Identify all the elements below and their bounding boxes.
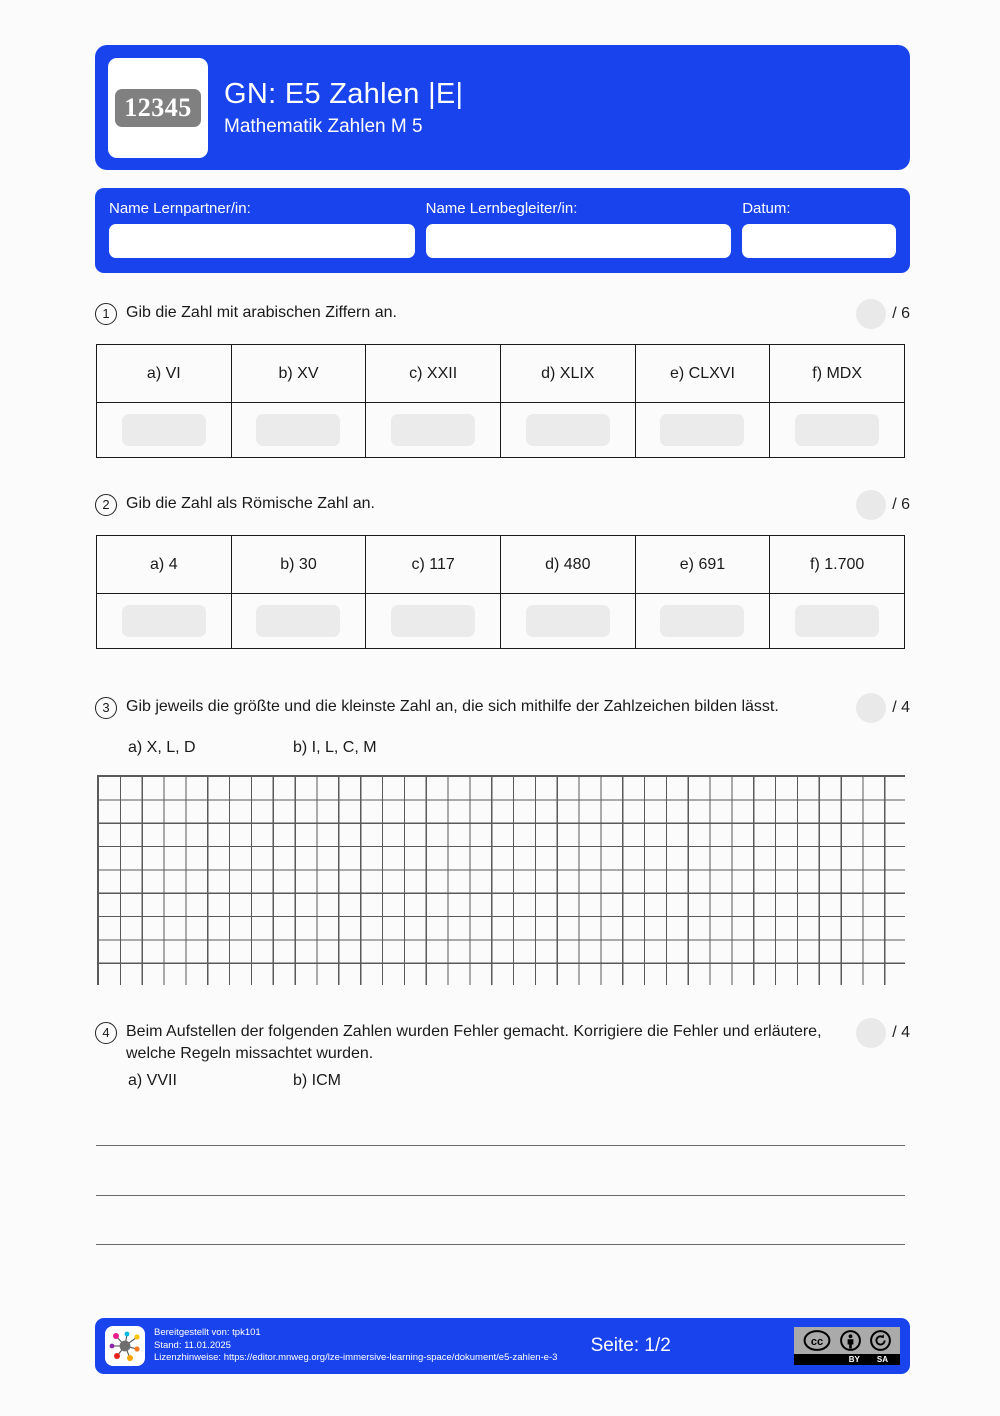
task-2-answer-f[interactable]: [770, 594, 905, 649]
task-3-score: [856, 693, 910, 723]
task-2-score: [856, 490, 910, 520]
table-row: [97, 345, 905, 403]
answer-box[interactable]: [795, 414, 879, 446]
lernpartner-input[interactable]: [109, 224, 415, 258]
number-badge-icon: 12345: [115, 89, 201, 127]
worksheet-header: [95, 45, 910, 170]
name-bar: [95, 188, 910, 273]
network-nodes-icon: [108, 1329, 142, 1363]
task-1-col-f: f) MDX: [770, 345, 905, 403]
footer-license-note[interactable]: Lizenzhinweise: https://editor.mnweg.org/lze-immersive-learning-space/dokument/e5-zahlen-e-3: [154, 1352, 558, 1364]
writing-line[interactable]: [96, 1195, 905, 1196]
task-2-col-e: e) 691: [635, 536, 770, 594]
task-3-score-max: / 4: [892, 699, 910, 716]
task-1-number: 1: [95, 303, 117, 325]
header-icon-box: [108, 58, 208, 158]
answer-box[interactable]: [795, 605, 879, 637]
answer-box[interactable]: [526, 605, 610, 637]
table-row: [97, 403, 905, 458]
answer-box[interactable]: [526, 414, 610, 446]
cc-sa-label: SA: [876, 1355, 888, 1364]
score-circle-icon[interactable]: [856, 693, 886, 723]
answer-box[interactable]: [122, 605, 206, 637]
task-1-header: [95, 302, 910, 329]
answer-box[interactable]: [256, 605, 340, 637]
footer-page-number: Seite: 1/2: [590, 1335, 671, 1356]
task-4-subitem-a: a) VVII: [128, 1072, 177, 1089]
task-1-col-a: a) VI: [97, 345, 232, 403]
task-1-score: [856, 299, 910, 329]
task-4-text: Beim Aufstellen der folgenden Zahlen wurden Fehler gemacht. Korrigiere die Fehler und erläutere, welche Regeln missachtet wurden.: [126, 1023, 822, 1062]
answer-box[interactable]: [660, 605, 744, 637]
task-2-col-d: d) 480: [500, 536, 635, 594]
mnweg-logo-icon: [105, 1326, 145, 1366]
answer-box[interactable]: [391, 414, 475, 446]
task-1-col-e: e) CLXVI: [635, 345, 770, 403]
task-2-header: [95, 493, 910, 520]
task-4-header: [95, 1021, 910, 1064]
task-1-col-c: c) XXII: [366, 345, 501, 403]
task-2-col-b: b) 30: [231, 536, 366, 594]
task-3-text: Gib jeweils die größte und die kleinste Zahl an, die sich mithilfe der Zahlzeichen bilden lässt.: [126, 698, 779, 715]
task-3-number: 3: [95, 697, 117, 719]
cc-icons-row: [794, 1327, 900, 1354]
task-1-col-d: d) XLIX: [500, 345, 635, 403]
task-1-table: [96, 344, 905, 458]
task-2-answer-a[interactable]: [97, 594, 232, 649]
task-1-answer-b[interactable]: [231, 403, 366, 458]
name-field-datum: [742, 200, 896, 258]
task-1-answer-e[interactable]: [635, 403, 770, 458]
answer-box[interactable]: [391, 605, 475, 637]
footer-provider: Bereitgestellt von: tpk101: [154, 1326, 261, 1338]
task-2-col-f: f) 1.700: [770, 536, 905, 594]
task-4-subitems: [128, 1072, 341, 1090]
task-4-score-max: / 4: [892, 1024, 910, 1041]
task-1-text: Gib die Zahl mit arabischen Ziffern an.: [126, 304, 397, 321]
task-2-table: [96, 535, 905, 649]
task-4-score: [856, 1018, 910, 1048]
task-1-col-b: b) XV: [231, 345, 366, 403]
page-title: GN: E5 Zahlen |E|: [224, 77, 464, 110]
page-subtitle: Mathematik Zahlen M 5: [224, 116, 423, 138]
answer-box[interactable]: [660, 414, 744, 446]
task-1-score-max: / 6: [892, 305, 910, 322]
task-1-answer-c[interactable]: [366, 403, 501, 458]
footer-date: Stand: 11.01.2025: [154, 1339, 231, 1351]
task-2-text: Gib die Zahl als Römische Zahl an.: [126, 495, 375, 512]
task-2-col-a: a) 4: [97, 536, 232, 594]
cc-icon: [803, 1330, 831, 1351]
score-circle-icon[interactable]: [856, 1018, 886, 1048]
answer-box[interactable]: [122, 414, 206, 446]
creative-commons-badge: [794, 1327, 900, 1365]
task-2-score-max: / 6: [892, 496, 910, 513]
task-1-answer-f[interactable]: [770, 403, 905, 458]
task-1-answer-a[interactable]: [97, 403, 232, 458]
task-4-number: 4: [95, 1022, 117, 1044]
writing-line[interactable]: [96, 1145, 905, 1146]
lernbegleiter-input[interactable]: [426, 224, 732, 258]
score-circle-icon[interactable]: [856, 490, 886, 520]
lernpartner-label: Name Lernpartner/in:: [109, 200, 251, 217]
task-2-answer-c[interactable]: [366, 594, 501, 649]
task-2-answer-b[interactable]: [231, 594, 366, 649]
task-4-subitem-b: b) ICM: [293, 1072, 341, 1089]
score-circle-icon[interactable]: [856, 299, 886, 329]
cc-labels-row: [794, 1354, 900, 1365]
svg-text:cc: cc: [810, 1336, 823, 1348]
task-2-number: 2: [95, 494, 117, 516]
datum-label: Datum:: [742, 200, 791, 217]
cc-sa-share-alike-icon: [870, 1330, 891, 1351]
task-3-subitem-b: b) I, L, C, M: [293, 739, 377, 756]
task-2-answer-d[interactable]: [500, 594, 635, 649]
task-1-answer-d[interactable]: [500, 403, 635, 458]
cc-by-person-icon: [840, 1330, 861, 1351]
cc-by-label: BY: [848, 1355, 860, 1364]
answer-box[interactable]: [256, 414, 340, 446]
writing-line[interactable]: [96, 1244, 905, 1245]
header-texts: [224, 77, 463, 139]
table-row: [97, 594, 905, 649]
datum-input[interactable]: [742, 224, 896, 258]
name-field-lernpartner: [109, 200, 415, 258]
task-2-answer-e[interactable]: [635, 594, 770, 649]
task-2-col-c: c) 117: [366, 536, 501, 594]
table-row: [97, 536, 905, 594]
task-3-subitem-a: a) X, L, D: [128, 739, 196, 756]
task-3-subitems: [128, 739, 377, 757]
task-3-header: [95, 696, 910, 723]
answer-grid[interactable]: [97, 775, 905, 985]
worksheet-footer: [95, 1318, 910, 1374]
name-field-lernbegleiter: [426, 200, 732, 258]
lernbegleiter-label: Name Lernbegleiter/in:: [425, 200, 578, 217]
